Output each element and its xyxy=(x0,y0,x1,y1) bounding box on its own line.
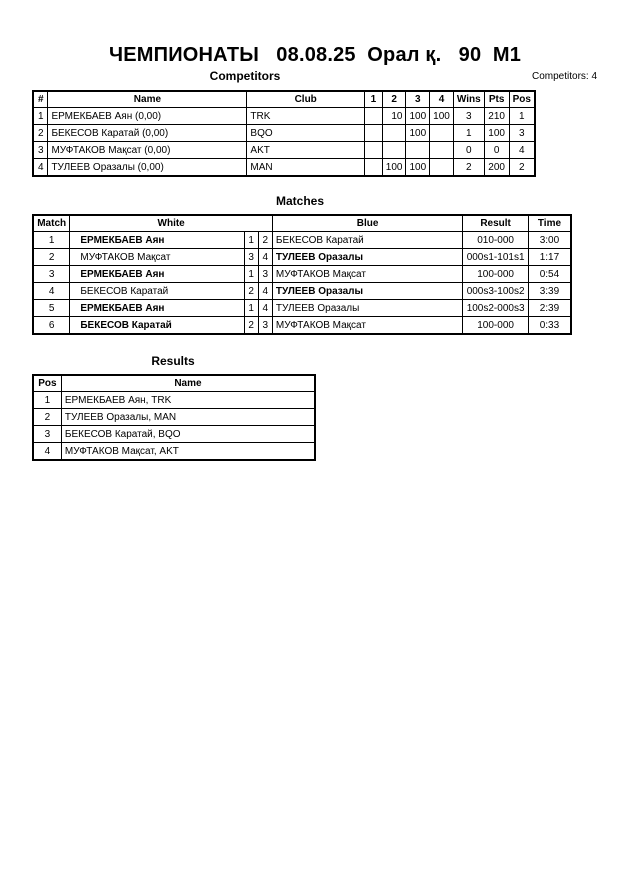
blue-seed: 3 xyxy=(258,317,272,335)
match-number: 3 xyxy=(33,266,70,283)
blue-seed: 4 xyxy=(258,283,272,300)
competitors-header-row xyxy=(33,91,535,108)
position-cell: 1 xyxy=(509,108,535,125)
match-result: 100s2-000s3 xyxy=(463,300,529,317)
table-row xyxy=(33,426,315,443)
match-number: 4 xyxy=(33,283,70,300)
result-position: 4 xyxy=(33,443,61,461)
table-row xyxy=(33,108,535,125)
score-cell xyxy=(406,142,430,159)
match-number: 6 xyxy=(33,317,70,335)
col-header: Blue xyxy=(272,215,462,232)
match-result: 100-000 xyxy=(463,317,529,335)
result-position: 2 xyxy=(33,409,61,426)
score-cell: 100 xyxy=(406,125,430,142)
white-competitor: МУФТАКОВ Мақсат xyxy=(70,249,244,266)
table-row xyxy=(33,317,571,335)
col-header: White xyxy=(70,215,273,232)
score-cell xyxy=(364,108,382,125)
white-competitor: ЕРМЕКБАЕВ Аян xyxy=(70,300,244,317)
results-table xyxy=(32,374,316,461)
col-header: Result xyxy=(463,215,529,232)
title-category: M1 xyxy=(492,44,522,66)
table-row xyxy=(33,409,315,426)
table-row xyxy=(33,443,315,461)
score-cell: 100 xyxy=(406,159,430,177)
competitor-name: ТУЛЕЕВ Оразалы (0,00) xyxy=(48,159,247,177)
score-cell: 100 xyxy=(430,108,454,125)
points-cell: 210 xyxy=(484,108,509,125)
result-name: БЕКЕСОВ Каратай, BQO xyxy=(61,426,315,443)
wins-cell: 1 xyxy=(453,125,484,142)
col-header: Match xyxy=(33,215,70,232)
blue-competitor: ТУЛЕЕВ Оразалы xyxy=(272,283,462,300)
match-number: 1 xyxy=(33,232,70,249)
title-place: Орал қ. xyxy=(367,44,442,66)
result-name: ТУЛЕЕВ Оразалы, MAN xyxy=(61,409,315,426)
competitors-count: Competitors: 4 xyxy=(532,71,598,82)
table-row xyxy=(33,300,571,317)
score-cell xyxy=(364,125,382,142)
col-header: Name xyxy=(48,91,247,108)
blue-competitor: БЕКЕСОВ Каратай xyxy=(272,232,462,249)
competitor-number: 3 xyxy=(33,142,48,159)
table-row xyxy=(33,249,571,266)
competitors-heading: Competitors xyxy=(209,69,281,83)
competitors-table xyxy=(32,90,536,177)
table-row xyxy=(33,232,571,249)
results-heading: Results xyxy=(151,354,195,368)
match-time: 1:17 xyxy=(528,249,571,266)
title-weight: 90 xyxy=(458,44,482,66)
blue-seed: 4 xyxy=(258,249,272,266)
col-header: 2 xyxy=(382,91,406,108)
title-date: 08.08.25 xyxy=(276,44,356,66)
position-cell: 2 xyxy=(509,159,535,177)
blue-competitor: МУФТАКОВ Мақсат xyxy=(272,266,462,283)
match-number: 2 xyxy=(33,249,70,266)
points-cell: 200 xyxy=(484,159,509,177)
white-seed: 1 xyxy=(244,266,258,283)
score-cell xyxy=(430,125,454,142)
table-row xyxy=(33,392,315,409)
blue-competitor: МУФТАКОВ Мақсат xyxy=(272,317,462,335)
score-cell: 100 xyxy=(406,108,430,125)
col-header: Pts xyxy=(484,91,509,108)
col-header: 4 xyxy=(430,91,454,108)
position-cell: 4 xyxy=(509,142,535,159)
score-cell xyxy=(430,159,454,177)
col-header: Pos xyxy=(33,375,61,392)
competitor-number: 2 xyxy=(33,125,48,142)
title-event: ЧЕМПИОНАТЫ xyxy=(108,44,260,66)
matches-header-row xyxy=(33,215,571,232)
match-number: 5 xyxy=(33,300,70,317)
blue-competitor: ТУЛЕЕВ Оразалы xyxy=(272,249,462,266)
white-seed: 1 xyxy=(244,300,258,317)
white-seed: 2 xyxy=(244,283,258,300)
matches-heading: Matches xyxy=(275,194,325,208)
match-time: 0:54 xyxy=(528,266,571,283)
white-competitor: ЕРМЕКБАЕВ Аян xyxy=(70,232,244,249)
competitor-number: 1 xyxy=(33,108,48,125)
match-time: 2:39 xyxy=(528,300,571,317)
points-cell: 100 xyxy=(484,125,509,142)
result-position: 1 xyxy=(33,392,61,409)
score-cell: 10 xyxy=(382,108,406,125)
table-row xyxy=(33,142,535,159)
wins-cell: 3 xyxy=(453,108,484,125)
col-header: Pos xyxy=(509,91,535,108)
competitor-name: МУФТАКОВ Мақсат (0,00) xyxy=(48,142,247,159)
position-cell: 3 xyxy=(509,125,535,142)
result-name: МУФТАКОВ Мақсат, AKT xyxy=(61,443,315,461)
page-title xyxy=(0,44,630,67)
blue-competitor: ТУЛЕЕВ Оразалы xyxy=(272,300,462,317)
competitor-club: MAN xyxy=(247,159,365,177)
points-cell: 0 xyxy=(484,142,509,159)
table-row xyxy=(33,266,571,283)
white-seed: 2 xyxy=(244,317,258,335)
blue-seed: 4 xyxy=(258,300,272,317)
match-result: 000s3-100s2 xyxy=(463,283,529,300)
white-seed: 1 xyxy=(244,232,258,249)
col-header: Club xyxy=(247,91,365,108)
score-cell xyxy=(364,142,382,159)
table-row xyxy=(33,159,535,177)
white-competitor: ЕРМЕКБАЕВ Аян xyxy=(70,266,244,283)
match-result: 100-000 xyxy=(463,266,529,283)
table-row xyxy=(33,283,571,300)
white-competitor: БЕКЕСОВ Каратай xyxy=(70,317,244,335)
score-cell xyxy=(382,125,406,142)
wins-cell: 0 xyxy=(453,142,484,159)
results-header-row xyxy=(33,375,315,392)
competitor-club: AKT xyxy=(247,142,365,159)
col-header: Time xyxy=(528,215,571,232)
matches-table xyxy=(32,214,572,335)
competitor-club: TRK xyxy=(247,108,365,125)
match-time: 0:33 xyxy=(528,317,571,335)
col-header: 1 xyxy=(364,91,382,108)
blue-seed: 3 xyxy=(258,266,272,283)
table-row xyxy=(33,125,535,142)
score-cell xyxy=(430,142,454,159)
match-time: 3:00 xyxy=(528,232,571,249)
col-header: Wins xyxy=(453,91,484,108)
competitor-number: 4 xyxy=(33,159,48,177)
col-header: # xyxy=(33,91,48,108)
match-time: 3:39 xyxy=(528,283,571,300)
white-competitor: БЕКЕСОВ Каратай xyxy=(70,283,244,300)
col-header: 3 xyxy=(406,91,430,108)
competitor-name: БЕКЕСОВ Каратай (0,00) xyxy=(48,125,247,142)
competitor-club: BQO xyxy=(247,125,365,142)
result-position: 3 xyxy=(33,426,61,443)
white-seed: 3 xyxy=(244,249,258,266)
score-cell xyxy=(364,159,382,177)
result-name: ЕРМЕКБАЕВ Аян, TRK xyxy=(61,392,315,409)
col-header: Name xyxy=(61,375,315,392)
match-result: 010-000 xyxy=(463,232,529,249)
competitor-name: ЕРМЕКБАЕВ Аян (0,00) xyxy=(48,108,247,125)
score-cell: 100 xyxy=(382,159,406,177)
wins-cell: 2 xyxy=(453,159,484,177)
match-result: 000s1-101s1 xyxy=(463,249,529,266)
blue-seed: 2 xyxy=(258,232,272,249)
score-cell xyxy=(382,142,406,159)
